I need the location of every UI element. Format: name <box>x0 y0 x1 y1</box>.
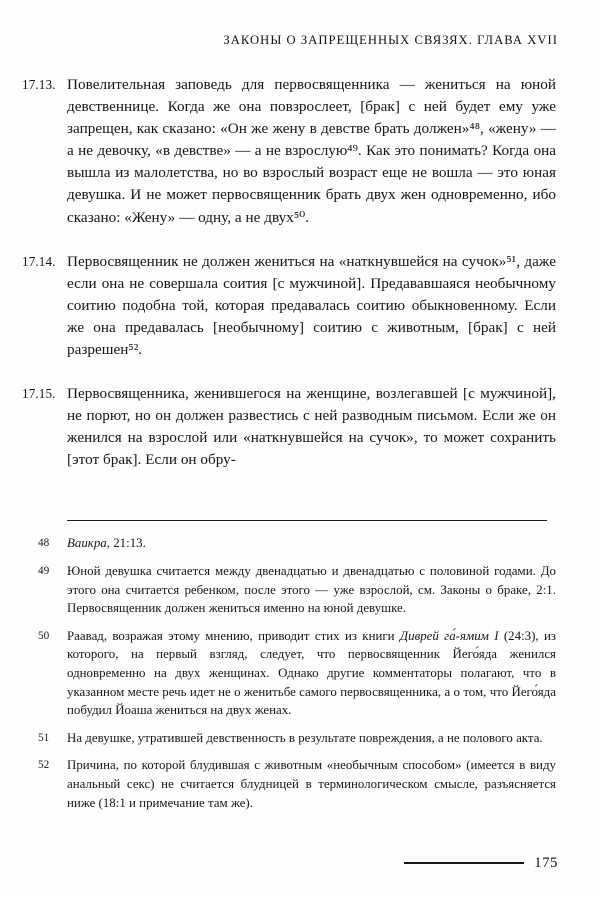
footnote-separator-rule <box>67 520 547 521</box>
halacha-section <box>22 383 556 471</box>
footnote-item <box>22 562 556 618</box>
halacha-body: Первосвященник не должен жениться на «наткнувшейся на сучок»⁵¹, даже если она не совершала соития [с мужчиной]. Предававшаяся необычному соитию подобна той, которая предавалась соитию обыкновенному. Если же она предавалась [необычному] соитию с животным, [брак] с ней разрешен⁵². <box>67 252 556 359</box>
running-head <box>0 28 600 52</box>
footnote-text <box>67 562 556 618</box>
folio-rule <box>404 862 524 864</box>
footnote-italic-title: Диврей га́-ямим I <box>399 628 499 643</box>
halacha-section <box>22 74 556 229</box>
footnote-item <box>22 627 556 720</box>
body-text-block <box>22 74 556 494</box>
halacha-section <box>22 251 556 361</box>
halacha-number: 17.13. <box>22 77 56 92</box>
footnote-text-pre: Раавад, возражая этому мнению, приводит стих из книги <box>67 628 400 643</box>
footnote-number: 52 <box>38 759 50 772</box>
footnote-text <box>67 534 556 553</box>
running-head-title: ЗАКОНЫ О ЗАПРЕЩЕННЫХ СВЯЗЯХ. ГЛАВА XVII <box>223 32 558 47</box>
halacha-number: 17.14. <box>22 253 56 269</box>
footnote-italic-title: Ваикра <box>67 536 107 551</box>
footnote-text-pre: На девушке, утратившей девственность в результате повреждения, а не полового акта. <box>67 730 543 745</box>
halacha-number: 17.15. <box>22 386 56 402</box>
folio <box>404 854 558 872</box>
footnote-text <box>67 756 556 812</box>
footnote-text-post: , 21:13. <box>106 536 146 551</box>
footnote-number: 49 <box>38 564 50 577</box>
footnote-text-post: (24:3), из которого, на первый взгляд, следует, что первосвященник Йего́яда женился одновременно на двух женщинах. Однако другие комментаторы полагают, что в указанном месте речь идет не о женитьбе самого первосвященника, а о том, что Йего́яда побудил Йоаша жениться на двух женах. <box>67 628 556 718</box>
footnote-text <box>67 627 556 720</box>
footnote-text <box>67 729 556 748</box>
footnote-area <box>22 520 556 821</box>
footnote-text-pre: Причина, по которой блудившая с животным «необычным способом» (имеется в виду анальный секс) не считается блудницей в терминологическом смысле, разъясняется ниже (18:1 и примечание там же). <box>67 758 556 810</box>
footnote-item <box>22 729 556 748</box>
halacha-body: Первосвященника, женившегося на женщине, возлегавшей [с мужчиной], не порют, но он должен развестись с ней разводным письмом. Если же он женился на взрослой или «наткнувшейся на сучок», то может сохранить [этот брак]. Если он обру- <box>67 385 556 469</box>
footnote-text-pre: Юной девушка считается между двенадцатью и двенадцатью с половиной годами. До этого она считается ребенком, после этого — уже взрослой, см. Законы о браке, 2:1. Первосвященник должен жениться именно на юной девушке. <box>67 563 556 616</box>
footnote-number: 51 <box>38 731 50 744</box>
page-number: 175 <box>534 854 558 871</box>
footnote-item <box>22 756 556 812</box>
footnote-number: 50 <box>38 629 50 642</box>
halacha-body: Повелительная заповедь для первосвященника — жениться на юной девственнице. Когда же она повзрослеет, [брак] с ней будет ему уже запрещен, как сказано: «Он же жену в девстве брать должен»⁴⁸, «жену» — а не девочку, «в девстве» — а не взрослую⁴⁹. Как это понимать? Когда она вышла из малолетства, но во взрослый возраст еще не вошла — это юная девушка. И не может первосвященник брать двух жен одновременно, ибо сказано: «Жену» — одну, а не двух⁵⁰. <box>67 76 556 226</box>
footnote-item <box>22 534 556 553</box>
footnote-number: 48 <box>38 537 50 550</box>
